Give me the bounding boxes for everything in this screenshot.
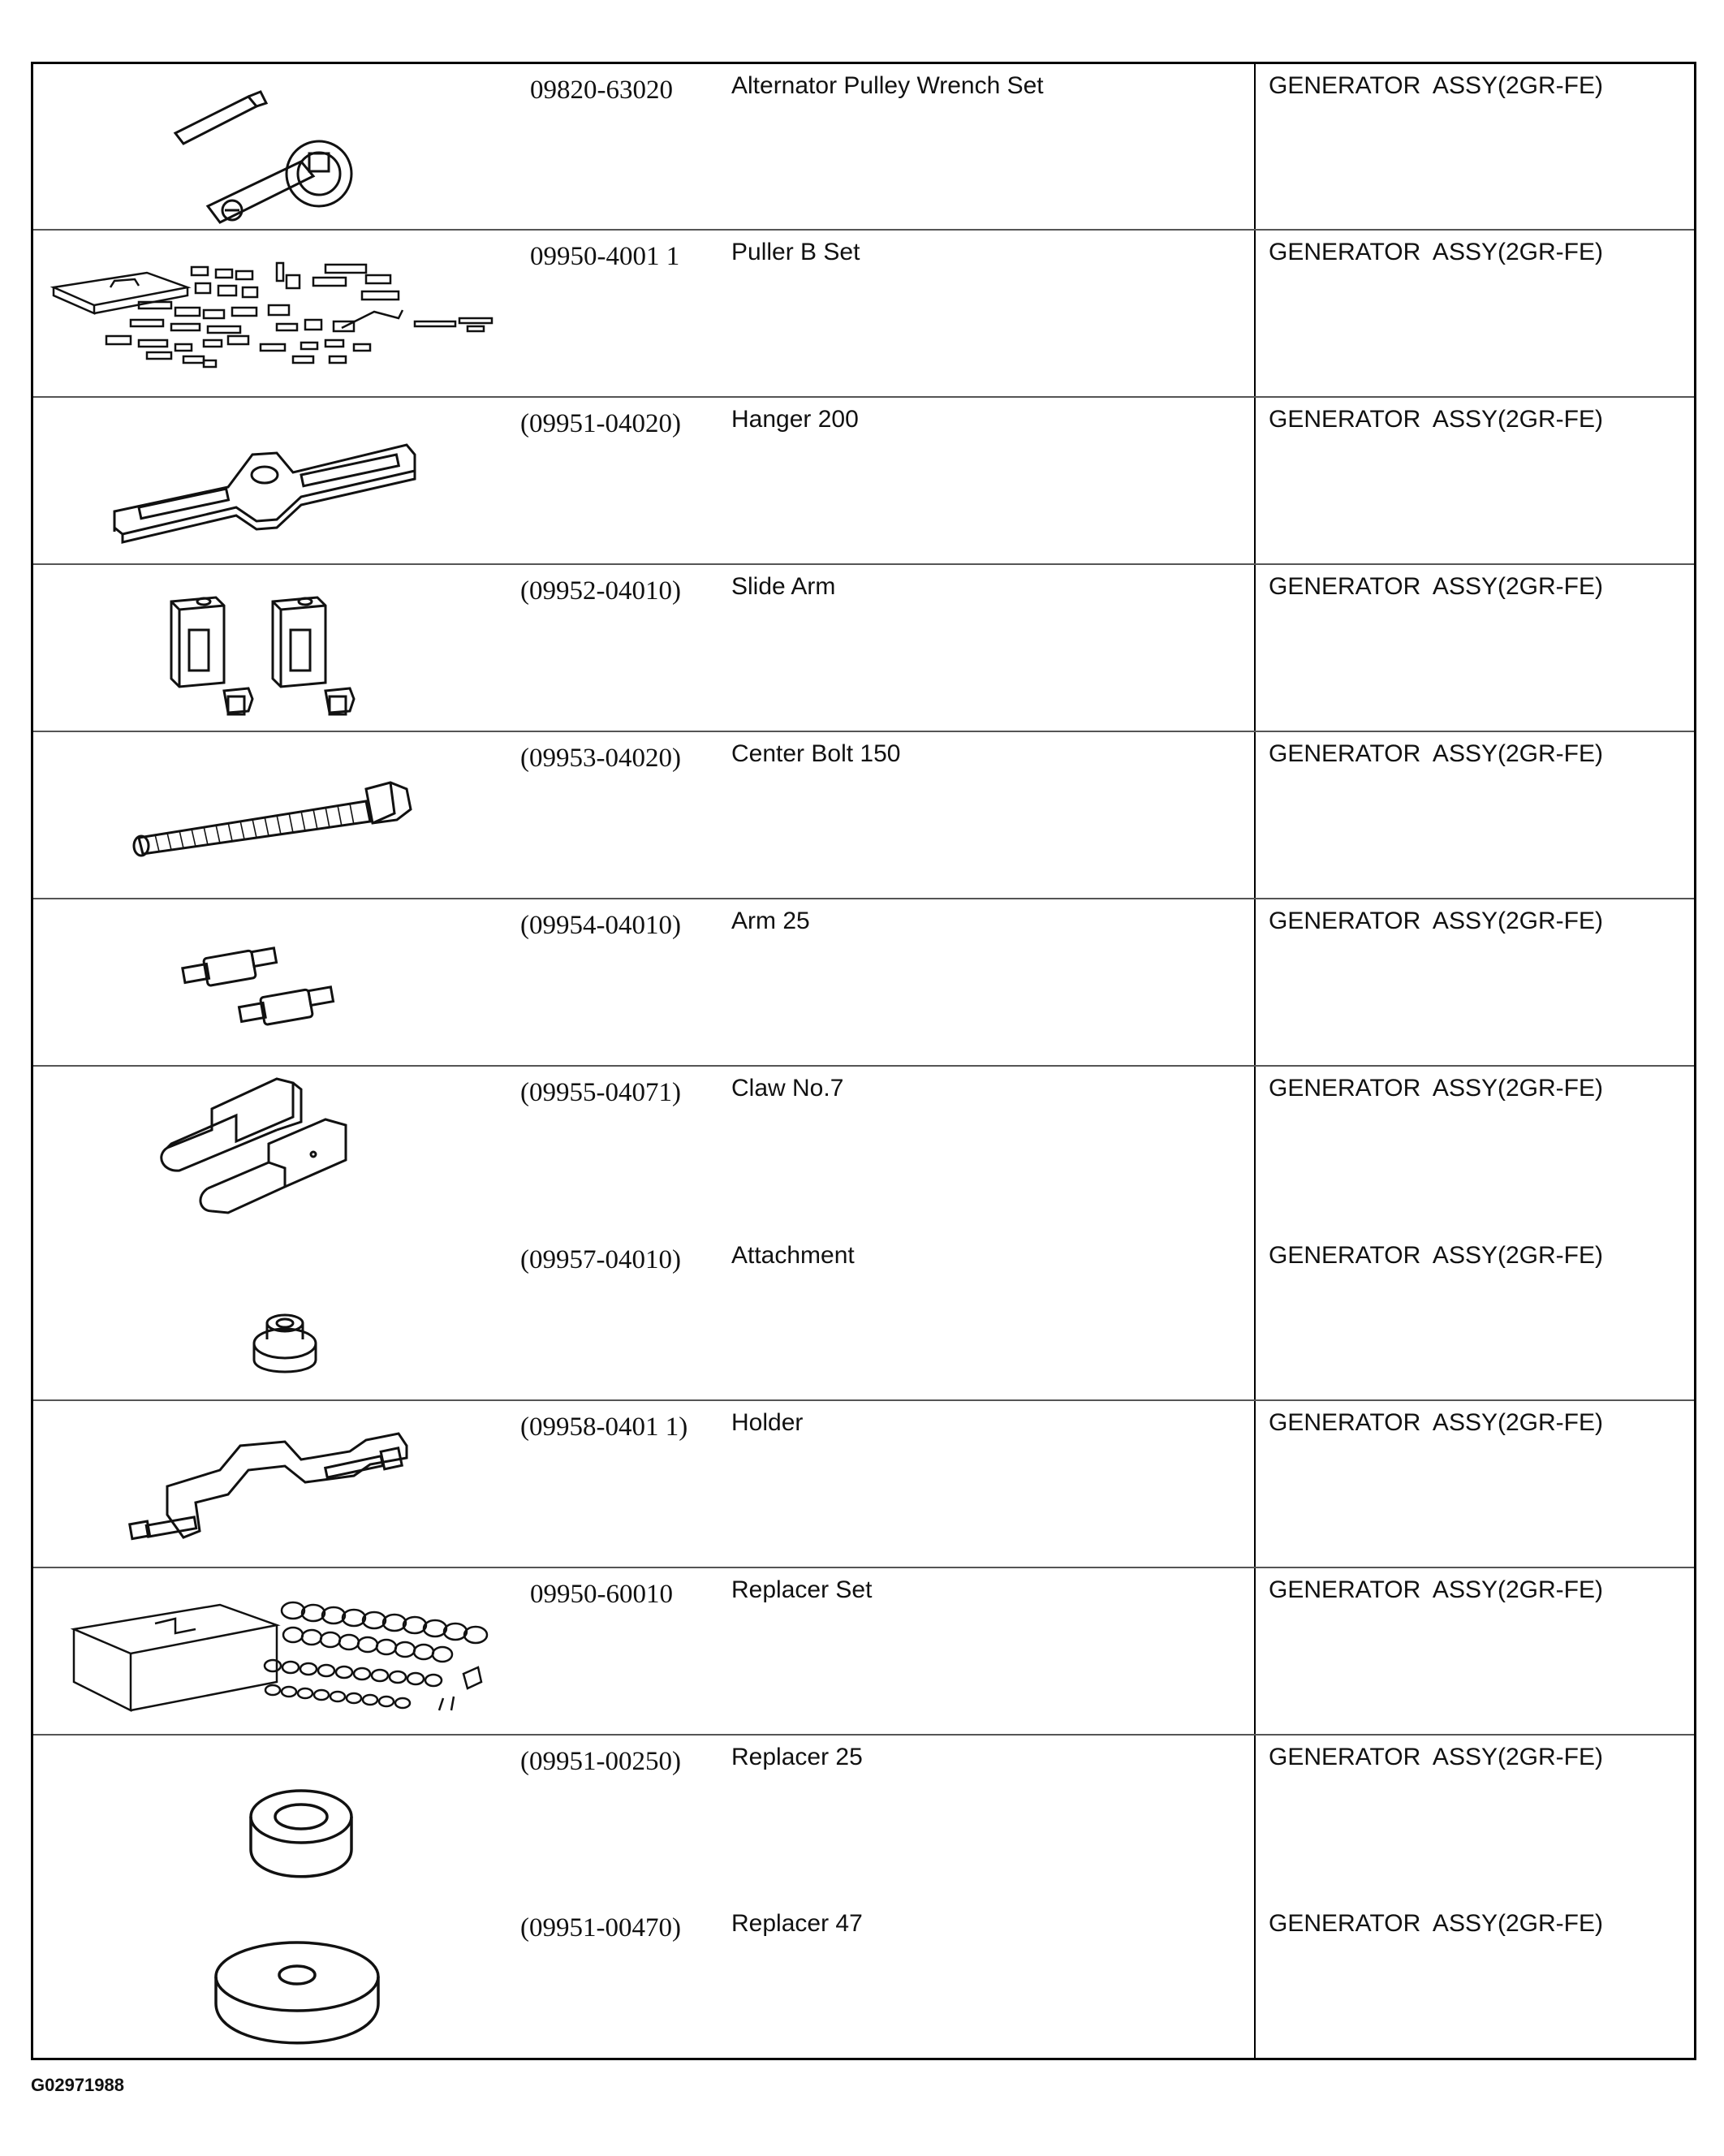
part-number: (09957-04010) xyxy=(520,1245,681,1274)
tool-name: Hanger 200 xyxy=(731,406,859,433)
figure-code: G02971988 xyxy=(31,2075,124,2095)
holder-icon xyxy=(33,1401,512,1567)
part-number: 09950-60010 xyxy=(530,1580,673,1609)
replacer-set-icon xyxy=(33,1568,512,1734)
attachment-icon xyxy=(33,1234,512,1400)
part-number: (09951-04020) xyxy=(520,409,681,438)
tool-use: GENERATOR ASSY(2GR-FE) xyxy=(1269,1075,1603,1102)
sst-table xyxy=(31,62,1696,2060)
tool-use: GENERATOR ASSY(2GR-FE) xyxy=(1269,908,1603,934)
tool-name: Puller B Set xyxy=(731,239,860,265)
center-bolt-icon xyxy=(33,732,512,898)
tool-name: Claw No.7 xyxy=(731,1075,844,1102)
table-row xyxy=(33,1568,1694,1736)
tool-name: Replacer 47 xyxy=(731,1910,863,1937)
tool-name: Alternator Pulley Wrench Set xyxy=(731,72,1044,99)
list-item xyxy=(33,1902,1694,2058)
list-item xyxy=(33,1234,1694,1400)
table-row xyxy=(33,565,1694,732)
arm-icon xyxy=(33,899,512,1065)
list-item xyxy=(33,1736,1694,1902)
puller-set-icon xyxy=(33,231,512,396)
table-row xyxy=(33,732,1694,899)
tool-use: GENERATOR ASSY(2GR-FE) xyxy=(1269,1409,1603,1436)
tool-use: GENERATOR ASSY(2GR-FE) xyxy=(1269,1910,1603,1937)
part-number: (09953-04020) xyxy=(520,744,681,773)
tool-name: Slide Arm xyxy=(731,573,836,600)
alternator-pulley-wrench-icon xyxy=(33,64,512,229)
tool-name: Center Bolt 150 xyxy=(731,740,901,767)
table-row xyxy=(33,231,1694,398)
table-row xyxy=(33,1067,1694,1401)
tool-use: GENERATOR ASSY(2GR-FE) xyxy=(1269,406,1603,433)
table-row xyxy=(33,1401,1694,1568)
tool-name: Attachment xyxy=(731,1242,855,1269)
part-number: (09955-04071) xyxy=(520,1078,681,1107)
tool-name: Replacer 25 xyxy=(731,1744,863,1770)
claw-icon xyxy=(33,1067,512,1233)
table-row xyxy=(33,899,1694,1067)
hanger-icon xyxy=(33,398,512,563)
tool-use: GENERATOR ASSY(2GR-FE) xyxy=(1269,740,1603,767)
tool-use: GENERATOR ASSY(2GR-FE) xyxy=(1269,1576,1603,1603)
table-row xyxy=(33,1736,1694,2058)
part-number: (09958-0401 1) xyxy=(520,1412,688,1442)
tool-use: GENERATOR ASSY(2GR-FE) xyxy=(1269,573,1603,600)
part-number: (09951-00470) xyxy=(520,1913,681,1943)
tool-use: GENERATOR ASSY(2GR-FE) xyxy=(1269,239,1603,265)
slide-arm-icon xyxy=(33,565,512,731)
tool-use: GENERATOR ASSY(2GR-FE) xyxy=(1269,72,1603,99)
tool-name: Arm 25 xyxy=(731,908,810,934)
list-item xyxy=(33,1067,1694,1233)
replacer-47-icon xyxy=(33,1902,512,2058)
tool-use: GENERATOR ASSY(2GR-FE) xyxy=(1269,1744,1603,1770)
replacer-25-icon xyxy=(33,1736,512,1902)
tool-use: GENERATOR ASSY(2GR-FE) xyxy=(1269,1242,1603,1269)
part-number: (09954-04010) xyxy=(520,911,681,940)
table-row xyxy=(33,64,1694,231)
part-number: 09820-63020 xyxy=(530,75,673,105)
part-number: (09952-04010) xyxy=(520,576,681,606)
table-row xyxy=(33,398,1694,565)
tool-name: Replacer Set xyxy=(731,1576,873,1603)
part-number: (09951-00250) xyxy=(520,1747,681,1776)
part-number: 09950-4001 1 xyxy=(530,242,680,271)
tool-name: Holder xyxy=(731,1409,804,1436)
